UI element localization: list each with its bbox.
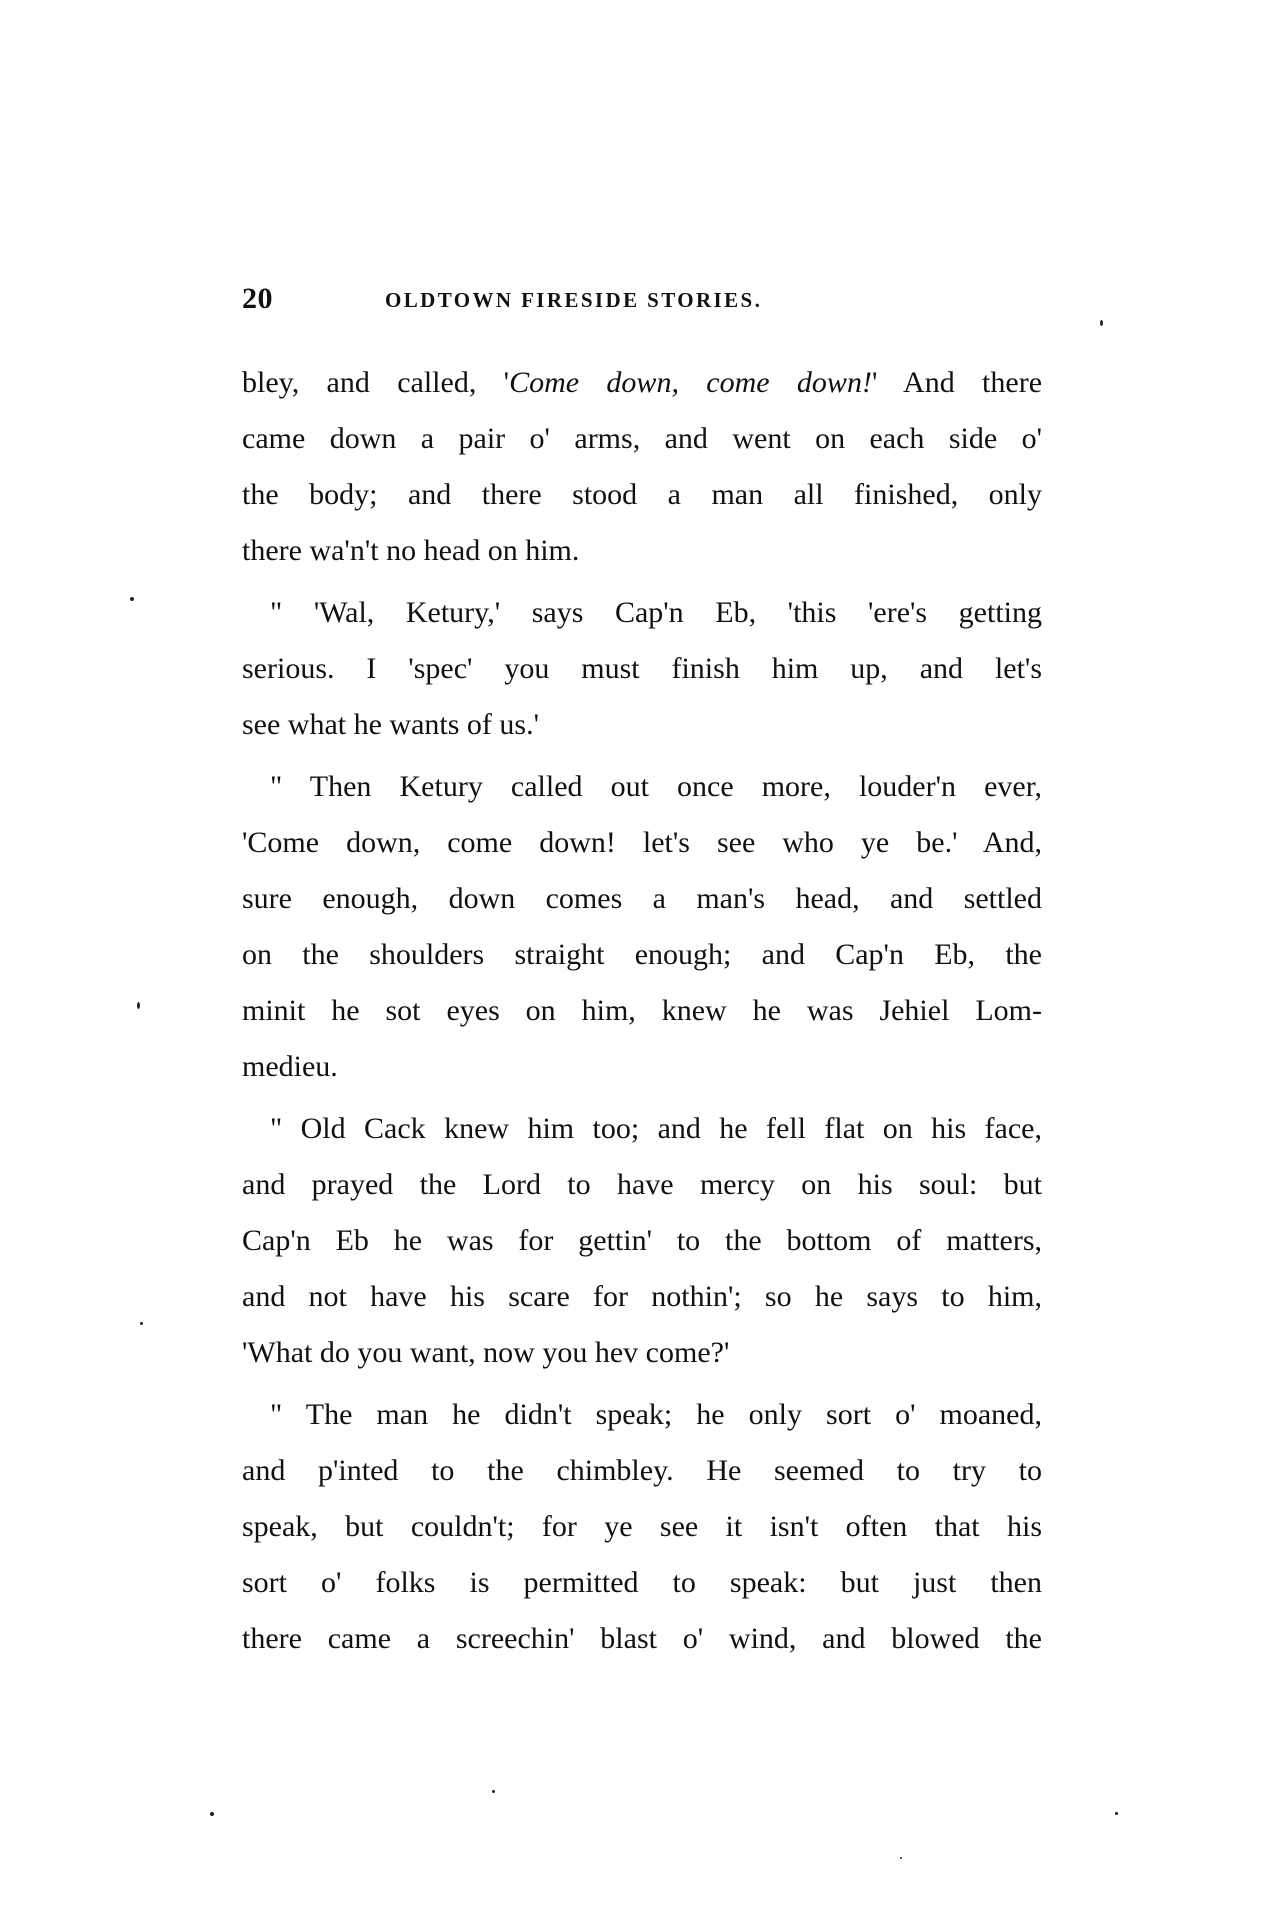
running-title: OLDTOWN FIRESIDE STORIES.	[385, 288, 763, 312]
scan-speck	[137, 1002, 140, 1009]
page-number: 20	[242, 282, 273, 315]
scan-speck	[1115, 1812, 1118, 1815]
scan-speck	[140, 1322, 143, 1325]
text-line: 'Come down, come down! let's see who ye be.' And,	[242, 826, 1042, 859]
scan-speck	[492, 1790, 495, 1793]
text-line: Cap'n Eb he was for gettin' to the bottom of matters,	[242, 1224, 1042, 1257]
text-line: there wa'n't no head on him.	[242, 534, 580, 567]
text-line: 'What do you want, now you hev come?'	[242, 1336, 730, 1369]
text-line: and not have his scare for nothin'; so he says to him,	[242, 1280, 1042, 1313]
body-text	[242, 355, 1042, 1667]
text-line: and prayed the Lord to have mercy on his soul: but	[242, 1168, 1042, 1201]
text-line: serious. I 'spec' you must finish him up, and let's	[242, 652, 1042, 685]
text-line: there came a screechin' blast o' wind, and blowed the	[242, 1622, 1042, 1655]
italic-phrase: Come down, come down!	[509, 366, 872, 399]
scan-speck	[1100, 320, 1103, 326]
text-line: " Old Cack knew him too; and he fell flat on his face,	[270, 1112, 1042, 1145]
text-line: " 'Wal, Ketury,' says Cap'n Eb, 'this 'ere's getting	[270, 596, 1042, 629]
running-head	[242, 282, 1042, 322]
text-line: came down a pair o' arms, and went on each side o'	[242, 422, 1042, 455]
scan-speck	[210, 1812, 214, 1816]
text-line: speak, but couldn't; for ye see it isn't often that his	[242, 1510, 1042, 1543]
text-line: " Then Ketury called out once more, louder'n ever,	[270, 770, 1042, 803]
text-line: sure enough, down comes a man's head, and settled	[242, 882, 1042, 915]
text-line: bley, and called, 'Come down, come down!' And there	[242, 366, 1043, 399]
scan-speck	[130, 597, 134, 601]
text-line: sort o' folks is permitted to speak: but just then	[242, 1566, 1042, 1599]
scan-speck	[900, 1857, 902, 1859]
text-line: minit he sot eyes on him, knew he was Jehiel Lom-	[242, 994, 1042, 1027]
text-line: see what he wants of us.'	[242, 708, 539, 741]
text-line: the body; and there stood a man all finished, only	[242, 478, 1042, 511]
text-line: medieu.	[242, 1050, 338, 1083]
text-line: on the shoulders straight enough; and Cap'n Eb, the	[242, 938, 1042, 971]
text-line: " The man he didn't speak; he only sort o' moaned,	[270, 1398, 1042, 1431]
text-line: and p'inted to the chimbley. He seemed to try to	[242, 1454, 1042, 1487]
